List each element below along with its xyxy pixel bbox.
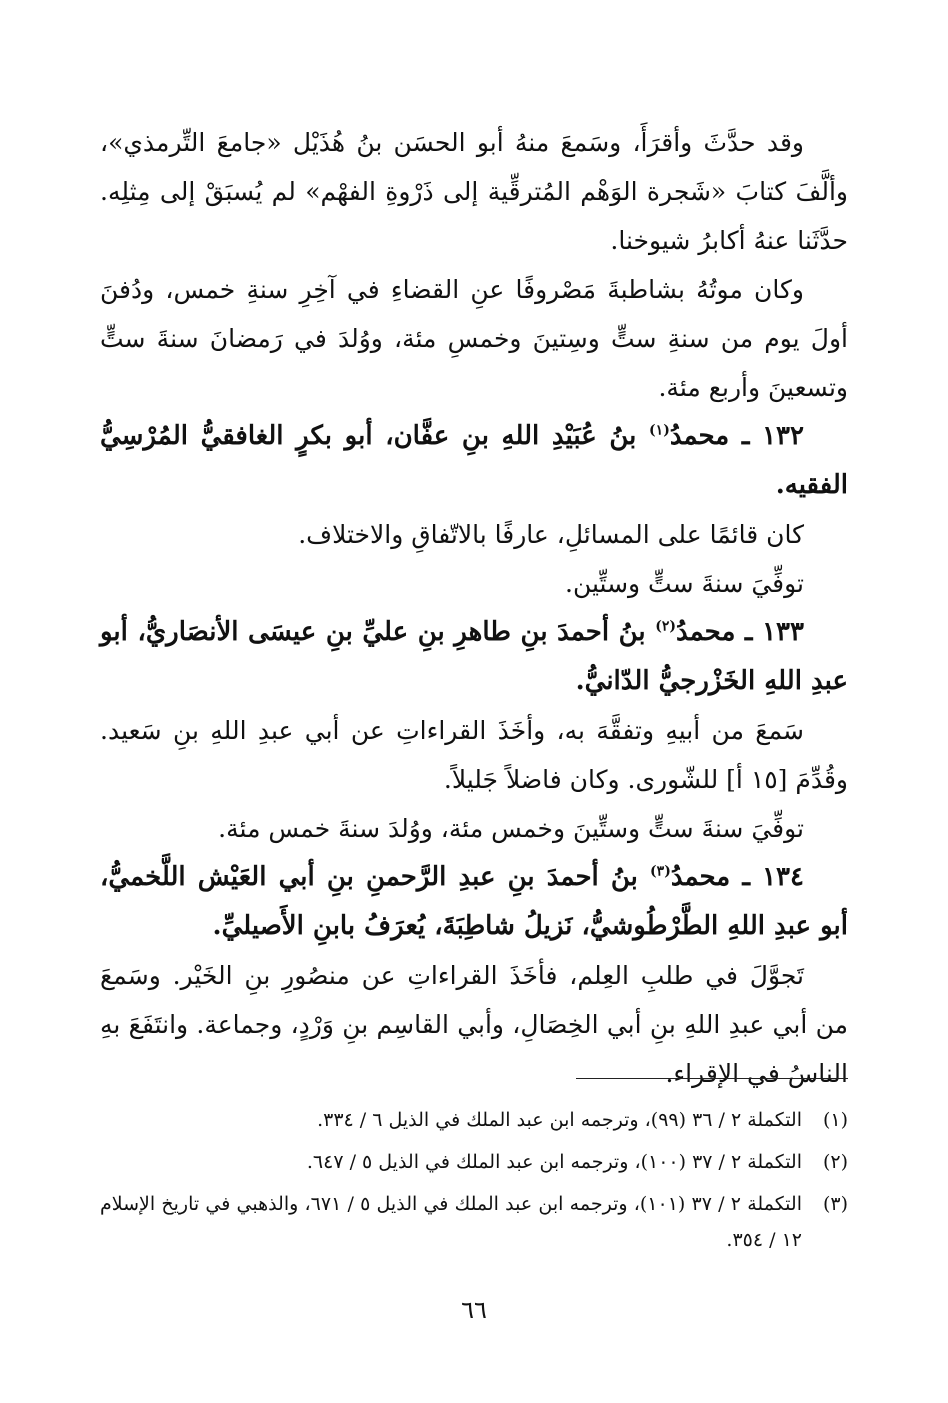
footnote-number: (٣) [822,1193,848,1215]
footnote-2 [100,1144,848,1180]
entry-132-rest: بنُ عُبَيْدِ اللهِ بنِ عفَّان، أبو بكرٍ الغافقيُّ المُرْسِيُّ الفقيه. [100,421,848,500]
entry-134-rest: بنُ أحمدَ بنِ عبدِ الرَّحمنِ بنِ أبي العَيْش اللَّخميُّ، أبو عبدِ اللهِ الطَّرْطُوشيُّ، نَزيلُ شاطِبَةَ، يُعرَفُ بابنِ الأَصيليِّ. [100,862,848,941]
paragraph-3: كان قائمًا على المسائلِ، عارفًا بالاتّفاقِ والاختلاف. [298,520,804,549]
entry-133-number-name: ١٣٣ ـ محمدُ [675,617,804,647]
footnote-ref-1: (١) [649,422,670,439]
footnote-1 [100,1102,848,1138]
main-text [100,118,848,1098]
entry-134-heading [100,853,848,951]
entry-133-heading [100,608,848,706]
footnote-divider [576,1078,848,1079]
entry-132-heading [100,412,848,510]
footnote-text: التكملة ٢ / ٣٦ (٩٩)، وترجمه ابن عبد الملك في الذيل ٦ / ٣٣٤. [317,1109,802,1131]
entry-134-number-name: ١٣٤ ـ محمدُ [670,862,804,892]
paragraph-2: وكان موتُهُ بشاطبةَ مَصْروفًا عنِ القضاءِ في آخِرِ سنةِ خمس، ودُفنَ أولَ يوم من سنةِ ستٍّ وسِتينَ وخمسِ مئة، ووُلدَ في رَمضانَ سنةَ ستٍّ وتسعينَ وأربع مئة. [100,275,848,402]
entry-132-number-name: ١٣٢ ـ محمدُ [669,421,804,451]
footnotes [100,1102,848,1264]
footnote-number: (٢) [822,1151,848,1173]
paragraph-4: توفِّيَ سنةَ ستٍّ وستِّين. [565,569,804,598]
footnote-ref-3: (٣) [650,863,671,880]
footnote-text: التكملة ٢ / ٣٧ (١٠٠)، وترجمه ابن عبد الملك في الذيل ٥ / ٦٤٧. [306,1151,802,1173]
entry-133-rest: بنُ أحمدَ بنِ طاهرِ بنِ عليِّ بنِ عيسَى الأنصَاريُّ، أبو عبدِ اللهِ الخَزْرجيُّ الدّانيُّ. [100,617,848,696]
footnote-text: التكملة ٢ / ٣٧ (١٠١)، وترجمه ابن عبد الملك في الذيل ٥ / ٦٧١، والذهبي في تاريخ الإسلام ١٢ / ٣٥٤. [100,1193,802,1251]
paragraph-1: وقد حدَّثَ وأقرَأَ، وسَمعَ منهُ أبو الحسَن بنُ هُذَيْل «جامعَ التِّرمذي»، وألَّفَ كتابَ «شَجرة الوَهْم المُترقِّية إلى ذَرْوةِ الفهْم» لم يُسبَقْ إلى مِثلِه. حدَّثَنا عنهُ أكابرُ شيوخنا. [100,128,848,255]
paragraph-5: سَمعَ من أبيهِ وتفقَّهَ به، وأخَذَ القراءاتِ عن أبي عبدِ اللهِ بنِ سَعيد. وقُدِّمَ [١٥ أ] للشّورى. وكان فاضلاً جَليلاً. [100,716,848,794]
page-number: ٦٦ [461,1296,487,1324]
footnote-ref-2: (٢) [655,618,676,635]
footnote-3 [100,1186,848,1258]
footnote-number: (١) [822,1109,848,1131]
paragraph-7: تَجوَّلَ في طلبِ العِلم، فأخَذَ القراءاتِ عن منصُورِ بنِ الخَيْر. وسَمعَ من أبي عبدِ اللهِ بنِ أبي الخِصَالِ، وأبي القاسِم بنِ وَرْدٍ، وجماعة. وانتَفَعَ بهِ الناسُ في الإقراء. [100,961,848,1088]
paragraph-6: توفِّيَ سنةَ ستٍّ وستِّينَ وخمس مئة، ووُلدَ سنةَ خمس مئة. [218,814,804,843]
